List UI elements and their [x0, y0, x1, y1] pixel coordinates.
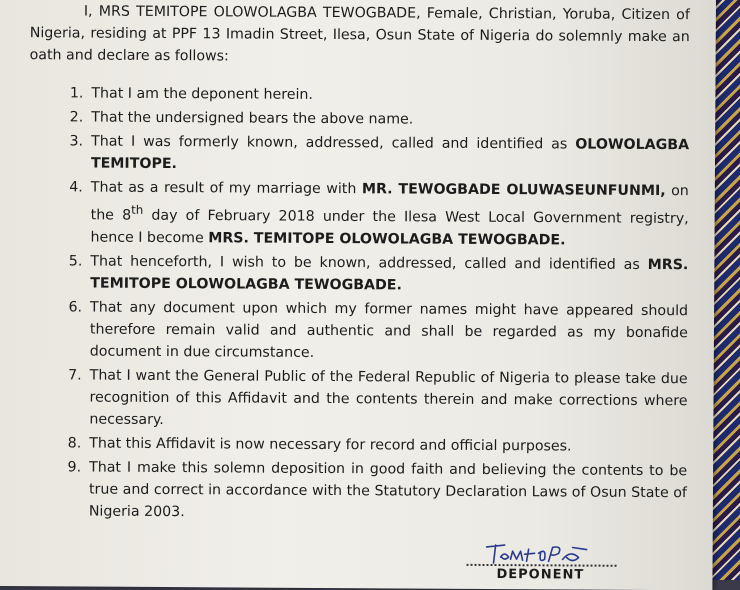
item-text — [90, 250, 688, 298]
item-number: 3. — [69, 133, 84, 150]
item-text-part: That henceforth, I wish to be known, addressed, called and identified as — [90, 253, 648, 273]
list-item — [29, 130, 689, 178]
item-text-part: day of February 2018 under the Ilesa West Local Government registry, hence I become — [90, 207, 689, 247]
item-text: That the undersigned bears the above name. — [91, 109, 414, 128]
item-number: 9. — [67, 459, 82, 476]
item-number: 5. — [68, 253, 83, 270]
list-item — [27, 456, 687, 526]
list-item — [28, 250, 688, 298]
affidavit-body — [27, 0, 690, 528]
list-item — [27, 432, 687, 458]
declaration-list — [27, 82, 690, 526]
list-item — [27, 364, 687, 434]
intro-paragraph: I, MRS TEMITOPE OLOWOLAGBA TEWOGBADE, Female, Christian, Yoruba, Citizen of Nigeria, residing at PPF 13 Imadin Street, Ilesa, Osun State of Nigeria do solemnly make an oath and declare as follows: — [29, 3, 690, 65]
ordinal-suffix: th — [131, 202, 144, 217]
spouse-name: MR. TEWOGBADE OLUWASEUNFUNMI, — [361, 181, 666, 200]
item-text-part: on the 8 — [90, 183, 689, 224]
deponent-label: DEPONENT — [496, 567, 585, 583]
list-item — [29, 82, 689, 108]
married-name: MRS. TEMITOPE OLOWOLAGBA TEWOGBADE. — [208, 230, 566, 249]
item-number: 6. — [68, 299, 83, 316]
item-text-part: That I was formerly known, addressed, called and identified as — [91, 133, 576, 153]
item-text: That I make this solemn deposition in good faith and believing the contents to be true and correct in accordance with the Statutory Declaration Laws of Osun State of Nigeria 2003. — [88, 459, 688, 520]
new-name: MRS. TEMITOPE OLOWOLAGBA TEWOGBADE. — [90, 256, 689, 294]
item-text — [90, 177, 688, 252]
item-number: 2. — [69, 109, 84, 126]
list-item — [29, 106, 689, 132]
item-number: 4. — [69, 179, 83, 196]
item-text: That I am the deponent herein. — [91, 85, 314, 103]
former-name: OLOWOLAGBA TEMITOPE. — [90, 136, 690, 173]
item-text: That this Affidavit is now necessary for record and official purposes. — [89, 435, 572, 455]
item-number: 7. — [68, 367, 82, 384]
item-text: That I want the General Public of the Federal Republic of Nigeria to please take due recognition of this Affidavit and the contents therein and make corrections where necessary. — [89, 367, 688, 428]
item-text: That any document upon which my former names might have appeared should therefore remain valid and authentic and shall be regarded as my bonafide document in due circumstance. — [89, 299, 689, 361]
item-text — [91, 131, 689, 179]
signature-block — [466, 535, 616, 586]
item-text-part: That as a result of my marriage with — [90, 179, 362, 198]
item-number: 1. — [69, 85, 84, 102]
list-item — [28, 296, 688, 366]
item-number: 8. — [67, 435, 82, 452]
list-item — [28, 176, 688, 252]
